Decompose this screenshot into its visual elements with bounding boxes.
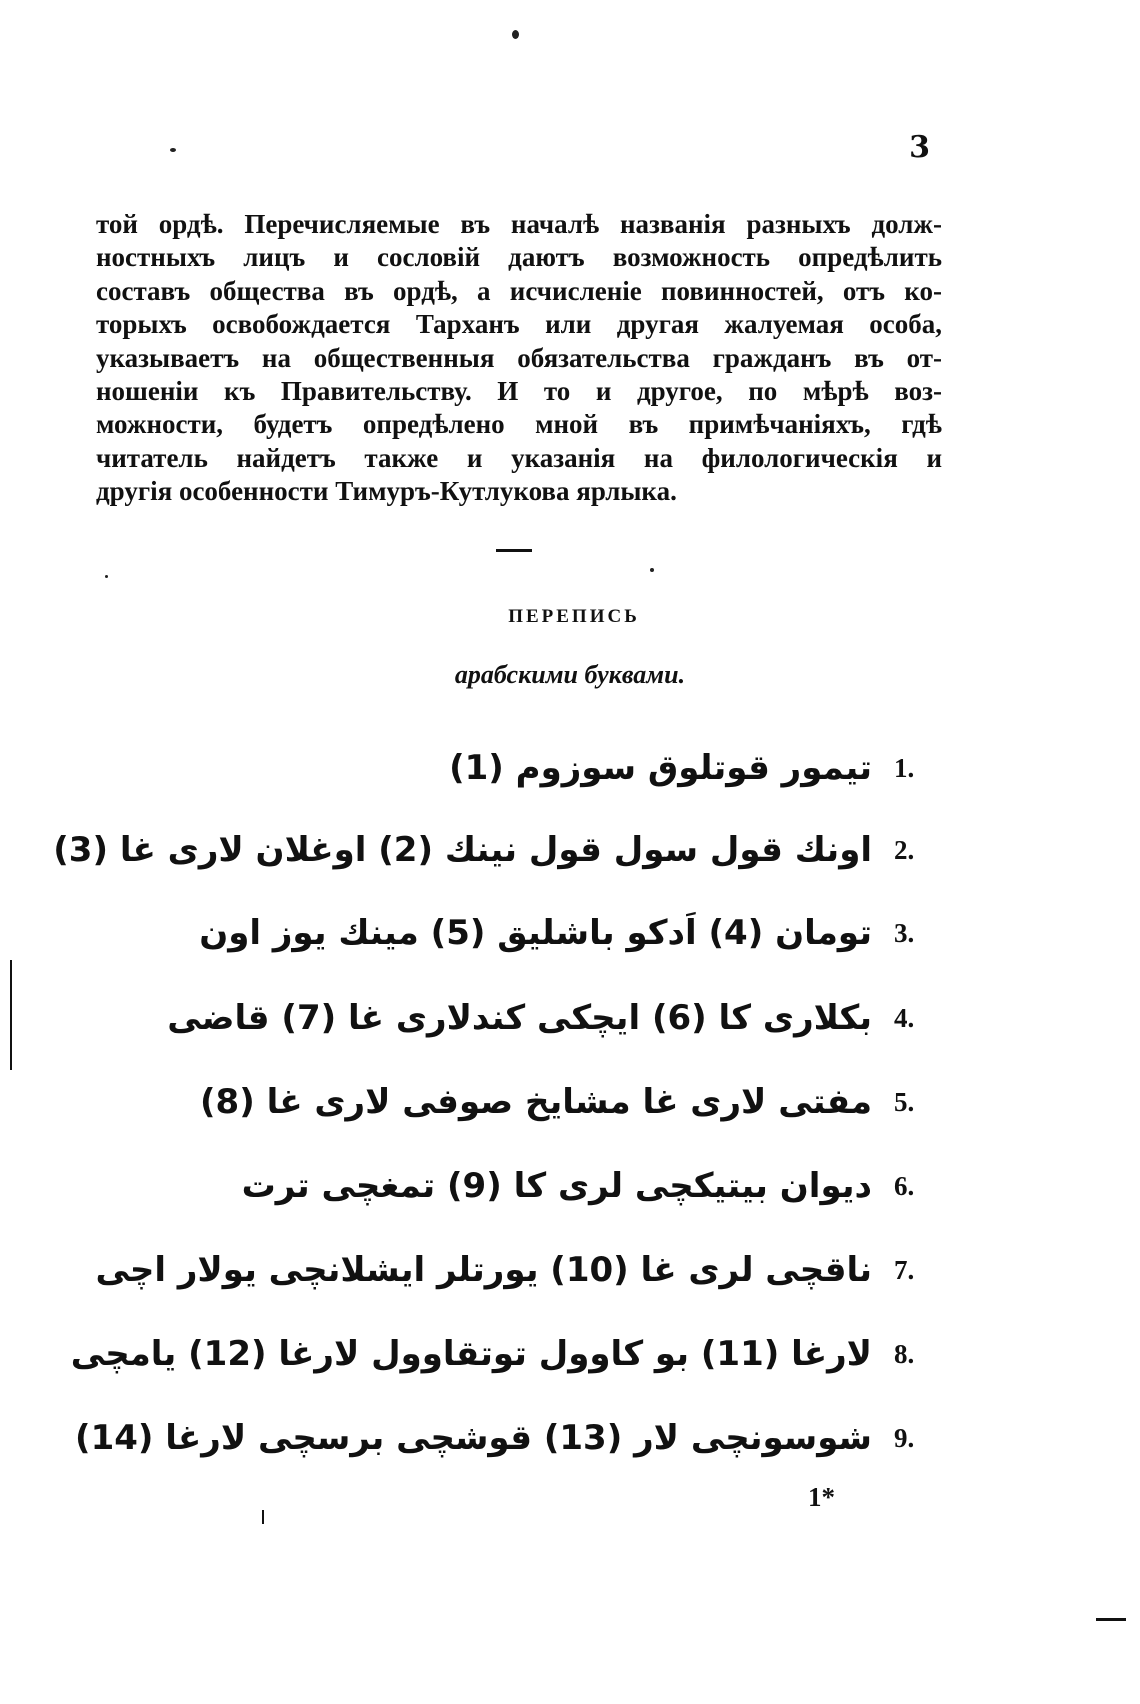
- paragraph-line: читатель найдетъ также и указанія на филологическія и: [96, 442, 942, 473]
- section-title: ПЕРЕПИСЬ: [508, 606, 640, 627]
- entry-number: 5.: [894, 1086, 915, 1117]
- entry-number: 8.: [894, 1338, 915, 1369]
- printer-signature: 1*: [808, 1482, 835, 1512]
- entry-arabic-text: لارغا (11) بو کاوول توتقاوول لارغا (12) یامچی: [70, 1334, 872, 1374]
- page-number: 3: [909, 130, 930, 165]
- paragraph-line: составъ общества въ ордѣ, а исчисленіе повинностей, отъ ко-: [96, 275, 942, 306]
- ink-speck: [512, 30, 519, 39]
- margin-mark: [10, 960, 12, 1070]
- entry-number: 7.: [894, 1254, 915, 1285]
- paragraph-line: другія особенности Тимуръ-Кутлукова ярлыка.: [96, 476, 677, 507]
- ink-speck: [650, 568, 654, 572]
- paragraph-line: той ордѣ. Перечисляемые въ началѣ названія разныхъ долж-: [96, 209, 942, 239]
- entry-arabic-text: تومان (4) اَدکو باشلیق (5) مینك یوز اون: [199, 913, 872, 953]
- transcription-entry: [449, 738, 930, 798]
- transcription-entry: [199, 903, 930, 963]
- paragraph-line: ношеніи къ Правительству. И то и другое, по мѣрѣ воз-: [96, 376, 942, 407]
- entry-arabic-text: اونك قول سول قول نینك (2) اوغلان لاری غا (3): [53, 830, 872, 870]
- margin-mark: [1096, 1618, 1126, 1621]
- margin-mark: [262, 1510, 264, 1524]
- entry-number: 6.: [894, 1170, 915, 1201]
- entry-arabic-text: بکلاری کا (6) ایچکی کندلاری غا (7) قاضی: [167, 998, 872, 1038]
- ink-speck: [105, 575, 108, 578]
- paragraph-line: ностныхъ лицъ и сословій даютъ возможность опредѣлить: [96, 242, 942, 273]
- entry-arabic-text: تیمور قوتلوق سوزوم (1): [449, 748, 872, 788]
- entry-number: 3.: [894, 917, 915, 948]
- transcription-entry: [53, 820, 930, 880]
- transcription-entry: [71, 1324, 930, 1384]
- section-subtitle: арабскими буквами.: [454, 660, 686, 689]
- transcription-entry: [167, 988, 930, 1048]
- entry-number: 4.: [894, 1002, 915, 1033]
- entry-arabic-text: شوسونچی لار (13) قوشچی برسچی لارغا (14): [75, 1418, 872, 1458]
- ink-speck: [170, 148, 176, 152]
- paragraph-line: указываетъ на общественныя обязательства гражданъ въ от-: [96, 342, 942, 373]
- entry-number: 9.: [894, 1422, 915, 1453]
- entry-number: 2.: [894, 834, 915, 865]
- transcription-entry: [242, 1156, 930, 1216]
- transcription-entry: [200, 1072, 930, 1132]
- entry-number: 1.: [894, 752, 915, 783]
- paragraph-line: торыхъ освобождается Тарханъ или другая жалуемая особа,: [96, 309, 942, 340]
- section-divider: [496, 549, 532, 552]
- paragraph-line: можности, будетъ опредѣлено мной въ примѣчаніяхъ, гдѣ: [96, 409, 942, 440]
- transcription-entry: [75, 1408, 930, 1468]
- transcription-entry: [95, 1240, 930, 1300]
- entry-arabic-text: ناقچی لری غا (10) یورتلر ایشلانچی یولار اچی: [95, 1250, 872, 1290]
- entry-arabic-text: دیوان بیتیکچی لری کا (9) تمغچی ترت: [241, 1166, 872, 1206]
- entry-arabic-text: مفتی لاری غا مشایخ صوفی لاری غا (8): [199, 1082, 872, 1122]
- body-paragraph: [96, 208, 942, 509]
